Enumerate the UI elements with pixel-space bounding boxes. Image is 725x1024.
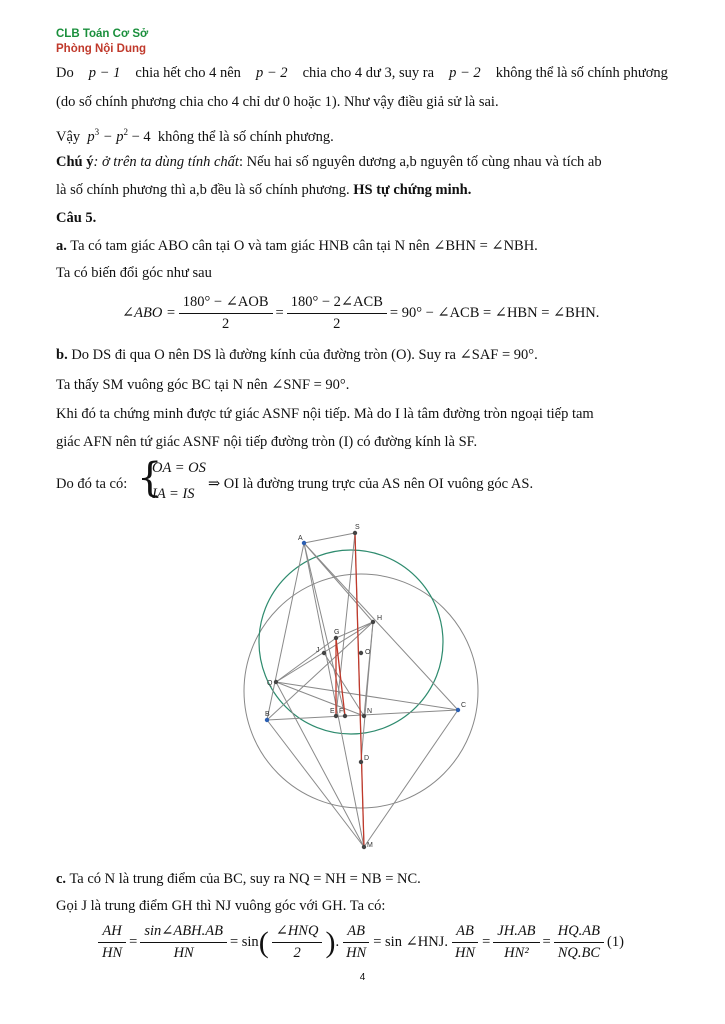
segment-ab (267, 543, 304, 720)
segment-ac (304, 543, 458, 710)
point-label-f: F (339, 708, 344, 715)
part-c-line-2: Gọi J là trung điểm GH thì NJ vuông góc với GH. Ta có: (56, 898, 386, 914)
segment-gh (336, 622, 373, 638)
part-b-line-4: giác AFN nên tứ giác ASNF nội tiếp đường tròn (I) có đường kính là SF. (56, 434, 478, 450)
part-a-line: a. Ta có tam giác ABO cân tại O và tam giác HNB cân tại N nên ∠BHN = ∠NBH. (56, 238, 538, 254)
system-pre: Do đó ta có: (56, 476, 128, 492)
point-b (265, 718, 269, 722)
system-brace: { (137, 455, 163, 501)
conclusion-line: Vậy $p^3 - p^2 - 4$ không thể là số chính phương. (56, 127, 334, 145)
point-n (362, 714, 366, 718)
point-label-e: E (330, 708, 335, 715)
system-eq-1: OA = OS (152, 460, 206, 476)
point-label-q: Q (267, 680, 273, 687)
note-line-2: là số chính phương thì a,b đều là số chính phương. HS tự chứng minh. (56, 182, 472, 198)
point-label-g: G (334, 629, 340, 636)
segment-ah (304, 543, 373, 622)
segment-sm-red (355, 533, 364, 847)
part-c-line: c. Ta có N là trung điểm của BC, suy ra NQ = NH = NB = NC. (56, 871, 421, 887)
segment-bm (267, 720, 364, 847)
part-a-line-2: Ta có biến đổi góc như sau (56, 265, 212, 281)
segment-hd (361, 622, 373, 762)
point-o (359, 651, 363, 655)
equation-ah-hn: $\frac{AH}{HN}$ = $\frac{\text{sin∠ABH.AB}}{HN}$ = sin ( $\frac{\text{∠HNQ}}{2}$ ) . $\frac{AB}{HN}$ = sin ∠HNJ. $\frac{AB}{HN}$ = $\frac{JH.AB}{\text{HN²}}$ = $\frac{HQ.AB}{NQ.BC}$ (1) (95, 923, 624, 962)
department-name: Phòng Nội Dung (56, 43, 147, 55)
paragraph-line: Do p − 1 chia hết cho 4 nên p − 2 chia cho 4 dư 3, suy ra p − 2 không thể là số chính phương (56, 65, 668, 81)
segment-se (336, 533, 355, 716)
geometry-figure (240, 522, 480, 850)
point-label-h: H (377, 615, 383, 622)
page-number: 4 (359, 972, 366, 983)
segment-as (304, 533, 355, 543)
point-q (274, 680, 278, 684)
segment-qm (276, 682, 364, 847)
point-label-o: O (365, 649, 371, 656)
paragraph-line: (do số chính phương chia cho 4 chỉ dư 0 hoặc 1). Như vậy điều giả sử là sai. (56, 94, 499, 110)
point-label-j: J (316, 647, 320, 654)
circle-o (244, 574, 478, 808)
point-label-c: C (461, 702, 467, 709)
point-s (353, 531, 357, 535)
equation-angle-abo: ∠ABO = $\frac{\text{180° − ∠AOB}}{2}$ = $\frac{\text{180° − 2∠ACB}}{2}$ = 90° − ∠ACB = ∠HBN = ∠BHN. (122, 294, 600, 332)
part-b-line-2: Ta thấy SM vuông góc BC tại N nên ∠SNF = 90°. (56, 377, 350, 393)
point-label-s: S (355, 524, 360, 531)
part-b-line: b. Do DS đi qua O nên DS là đường kính của đường tròn (O). Suy ra ∠SAF = 90°. (56, 347, 538, 363)
system-post: ⇒ OI là đường trung trực của AS nên OI vuông góc AS. (208, 476, 534, 492)
part-b-line-3: Khi đó ta chứng minh được tứ giác ASNF nội tiếp. Mà do I là tâm đường tròn ngoại tiếp tam (56, 406, 594, 422)
question-heading: Câu 5. (56, 210, 97, 226)
point-label-a: A (298, 535, 303, 542)
club-name: CLB Toán Cơ Sở (56, 28, 149, 40)
system-eq-2: IA = IS (152, 486, 195, 502)
point-label-b: B (265, 711, 270, 718)
point-f (343, 714, 347, 718)
note-line: Chú ý: ở trên ta dùng tính chất: Nếu hai số nguyên dương a,b nguyên tố cùng nhau và tích ab (56, 154, 602, 170)
segment-cm (364, 710, 458, 847)
point-label-m: M (367, 842, 373, 849)
point-h (371, 620, 375, 624)
point-m (362, 845, 366, 849)
point-d (359, 760, 363, 764)
point-label-n: N (367, 708, 373, 715)
point-g (334, 636, 338, 640)
point-j (322, 651, 326, 655)
segment-am (304, 543, 364, 847)
point-label-d: D (364, 755, 370, 762)
point-c (456, 708, 460, 712)
